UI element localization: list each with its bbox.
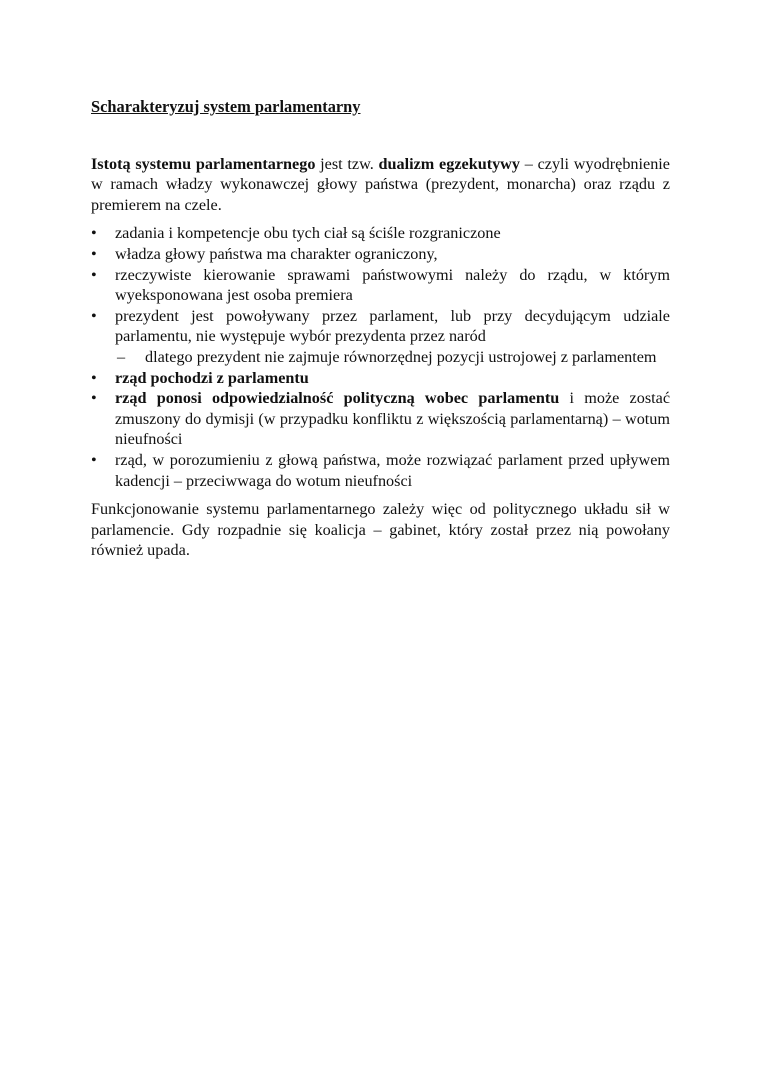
list-item-text: zadania i kompetencje obu tych ciał są ściśle rozgraniczone xyxy=(115,224,501,243)
bullet-icon: • xyxy=(91,224,97,243)
list-item xyxy=(91,388,670,450)
list-item xyxy=(91,450,670,491)
bullet-icon: • xyxy=(91,389,97,408)
feature-list xyxy=(91,223,670,491)
bullet-icon: • xyxy=(91,450,97,469)
bullet-icon: • xyxy=(91,368,97,387)
list-item-text: władza głowy państwa ma charakter ograniczony, xyxy=(115,244,438,263)
list-item xyxy=(91,223,670,244)
sub-list-item xyxy=(115,347,670,368)
list-item-bold-text: rząd pochodzi z parlamentu xyxy=(115,368,309,387)
list-item xyxy=(91,244,670,265)
bullet-icon: • xyxy=(91,306,97,325)
intro-text-2: – czyli wyodrębnienie w ramach władzy wykonawczej głowy państwa (prezydent, monarcha) oraz rządu z premierem na czele. xyxy=(91,154,670,214)
list-item-bold-text: rząd ponosi odpowiedzialność polityczną wobec parlamentu xyxy=(115,389,560,408)
intro-lead: Istotą systemu parlamentarnego xyxy=(91,154,316,173)
list-item-text: rzeczywiste kierowanie sprawami państwowymi należy do rządu, w którym wyeksponowana jest osoba premiera xyxy=(115,265,670,305)
dash-icon: – xyxy=(117,347,126,366)
sub-list-item-text: dlatego prezydent nie zajmuje równorzędnej pozycji ustrojowej z parlamentem xyxy=(145,347,657,366)
intro-text-1: jest tzw. xyxy=(315,154,379,173)
document-content xyxy=(91,97,670,561)
list-item xyxy=(91,306,670,368)
intro-paragraph xyxy=(91,154,670,216)
intro-term: dualizm egzekutywy xyxy=(378,154,520,173)
list-item xyxy=(91,368,670,389)
list-item-text: i może zostać zmuszony do dymisji (w przypadku konfliktu z większością parlamentarną) – wotum nieufności xyxy=(115,389,671,449)
bullet-icon: • xyxy=(91,244,97,263)
list-item-text: prezydent jest powoływany przez parlament, lub przy decydującym udziale parlamentu, nie występuje wybór prezydenta przez naród xyxy=(115,306,670,346)
list-item-text: rząd, w porozumieniu z głową państwa, może rozwiązać parlament przed upływem kadencji – przeciwwaga do wotum nieufności xyxy=(115,450,670,490)
document-title: Scharakteryzuj system parlamentarny xyxy=(91,97,361,116)
summary-paragraph: Funkcjonowanie systemu parlamentarnego zależy więc od politycznego układu sił w parlamencie. Gdy rozpadnie się koalicja – gabinet, który został przez nią powołany również upada. xyxy=(91,500,670,560)
bullet-icon: • xyxy=(91,265,97,284)
sub-list xyxy=(115,347,670,368)
list-item xyxy=(91,265,670,306)
